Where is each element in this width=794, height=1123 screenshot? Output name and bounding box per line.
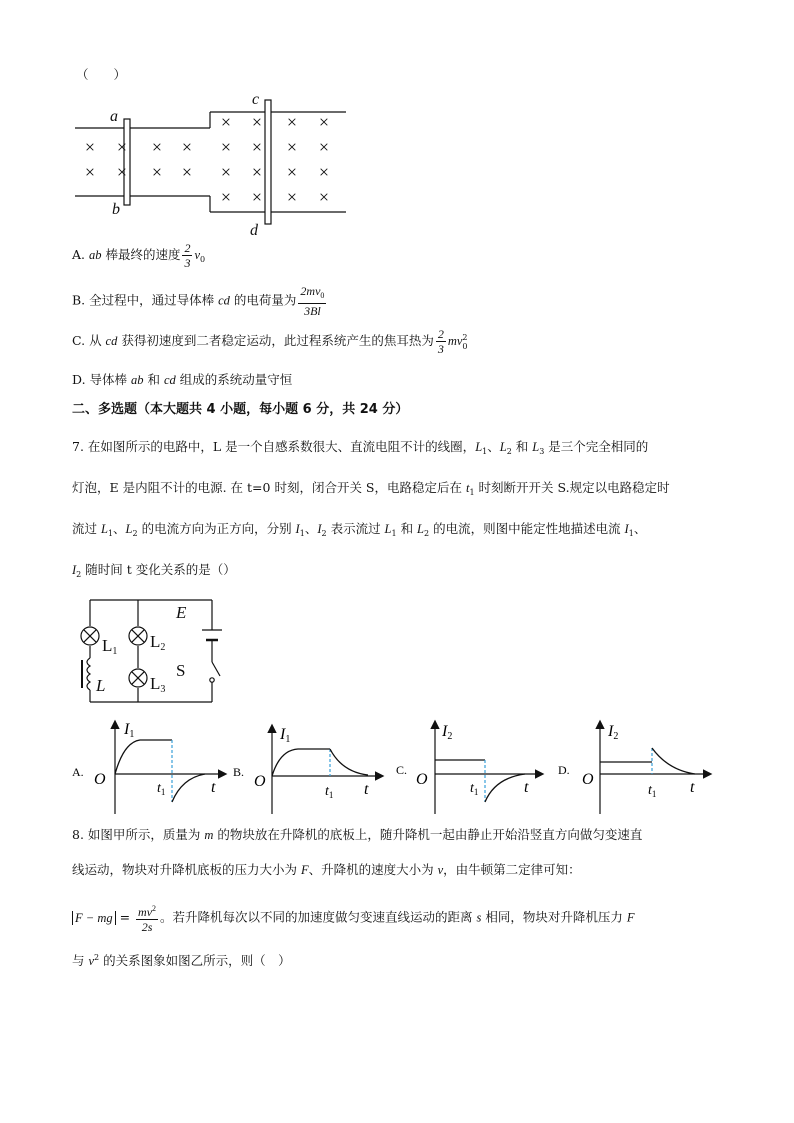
svg-text:×: × [151,137,163,157]
svg-text:×: × [116,137,128,157]
svg-text:O: O [582,771,594,788]
svg-text:×: × [84,137,96,157]
field-crosses [85,112,329,207]
svg-text:I1: I1 [124,721,135,740]
svg-text:×: × [318,162,330,182]
svg-text:t1: $t_1$ [157,781,166,797]
svg-text:×: × [286,137,298,157]
q6-option-c: C. 从 cd 获得初速度到二者稳定运动，此过程系统产生的焦耳热为 $\frac{2}{3}$ mv 2 0 [72,327,468,356]
svg-text:t: t [524,779,529,796]
svg-text:t1: $t_1$ [470,781,479,797]
svg-text:×: × [286,162,298,182]
q8-line-4: 与 $v^2$ 的关系图象如图乙所示，则（ ） [72,953,291,968]
graph-a [72,721,225,814]
svg-text:×: × [220,137,232,157]
graph-c [396,722,542,814]
svg-text:B.: B. [233,765,245,779]
svg-text:×: × [286,187,298,207]
svg-text:×: × [151,162,163,182]
svg-text:t1: $t_1$ [325,784,334,800]
svg-text:×: × [251,137,263,157]
svg-text:×: × [318,137,330,157]
svg-text:S: S [176,661,186,680]
q8-line-2: 线运动，物块对升降机底板的压力大小为 F、升降机的速度大小为 v，由牛顿第二定律可知： [72,862,581,877]
label-b: b [112,201,120,218]
q6-answer-paren: （ ） [76,67,127,82]
svg-text:t1: $t_1$ [648,783,657,799]
q7-line-3: 流过 $L_1$、$L_2$ 的电流方向为正方向，分别 $I_1$、$I_2$ 表示流过 $L_1$ 和 $L_2$ 的电流，则图中能定性地描述电流 $I_1$、 [72,521,647,538]
q8-line-3: F − mg = $\frac{mv^2}{2s}$ 。若升降机每次以不同的加速度做匀变速直线运动的距离 s 相同，物块对升降机压力 F [72,902,634,934]
svg-text:t: t [364,781,369,798]
svg-text:×: × [318,112,330,132]
svg-text:I2: I2 [608,723,619,742]
svg-text:×: × [181,137,193,157]
svg-text:L3: L3 [150,674,166,695]
q7-line-4: $I_2$ 随时间 t 变化关系的是（） [72,562,236,579]
label-d: d [250,222,258,239]
svg-text:O: O [254,773,266,790]
q8-line-1: 8. 如图甲所示，质量为 m 的物块放在升降机的底板上，随升降机一起由静止开始沿竖直方向做匀变速直 [72,827,643,842]
q7-graphs [70,712,720,816]
svg-text:D.: D. [558,763,570,777]
svg-text:×: × [116,162,128,182]
svg-text:L2: L2 [150,632,166,653]
svg-text:×: × [220,187,232,207]
q6-rails-figure [70,88,360,244]
svg-text:I2: I2 [442,723,453,742]
label-a: a [110,108,118,125]
label-c: c [252,91,260,108]
graph-d [558,722,710,814]
svg-text:×: × [251,162,263,182]
q7-line-2: 灯泡，E 是内阻不计的电源. 在 t=0 时刻，闭合开关 S，电路稳定后在 $t_1$ 时刻断开开关 S.规定以电路稳定时 [72,480,670,497]
svg-text:C.: C. [396,763,408,777]
svg-text:I1: I1 [280,726,291,745]
graph-b [233,726,382,814]
svg-text:×: × [84,162,96,182]
svg-text:×: × [318,187,330,207]
q7-circuit [72,594,222,709]
svg-text:×: × [220,162,232,182]
q6-option-a: A. ab 棒最终的速度 $\frac{2}{3}$ $v_0$ [72,241,206,270]
svg-text:O: O [416,771,428,788]
svg-text:E: E [176,603,187,622]
svg-text:L1: L1 [102,636,118,657]
svg-text:L: L [96,676,106,695]
svg-text:×: × [251,187,263,207]
q7-line-1: 7. 在如图所示的电路中，L 是一个自感系数很大、直流电阻不计的线圈，$L_1$、$L_2$ 和 $L_3$ 是三个完全相同的 [72,439,649,456]
svg-text:×: × [220,112,232,132]
q6-option-b: B. 全过程中，通过导体棒 cd 的电荷量为 $\frac{2mv_0}{3Bl}$ [72,284,325,318]
svg-text:A.: A. [72,765,84,779]
svg-text:×: × [286,112,298,132]
svg-text:t: t [690,779,695,796]
q6-option-d: D. 导体棒 ab 和 cd 组成的系统动量守恒 [72,372,293,387]
svg-text:×: × [181,162,193,182]
svg-text:t: t [211,779,216,796]
section-title: 二、多选题（本大题共 4 小题，每小题 6 分，共 24 分） [72,402,409,417]
svg-text:O: O [94,771,106,788]
svg-text:×: × [251,112,263,132]
